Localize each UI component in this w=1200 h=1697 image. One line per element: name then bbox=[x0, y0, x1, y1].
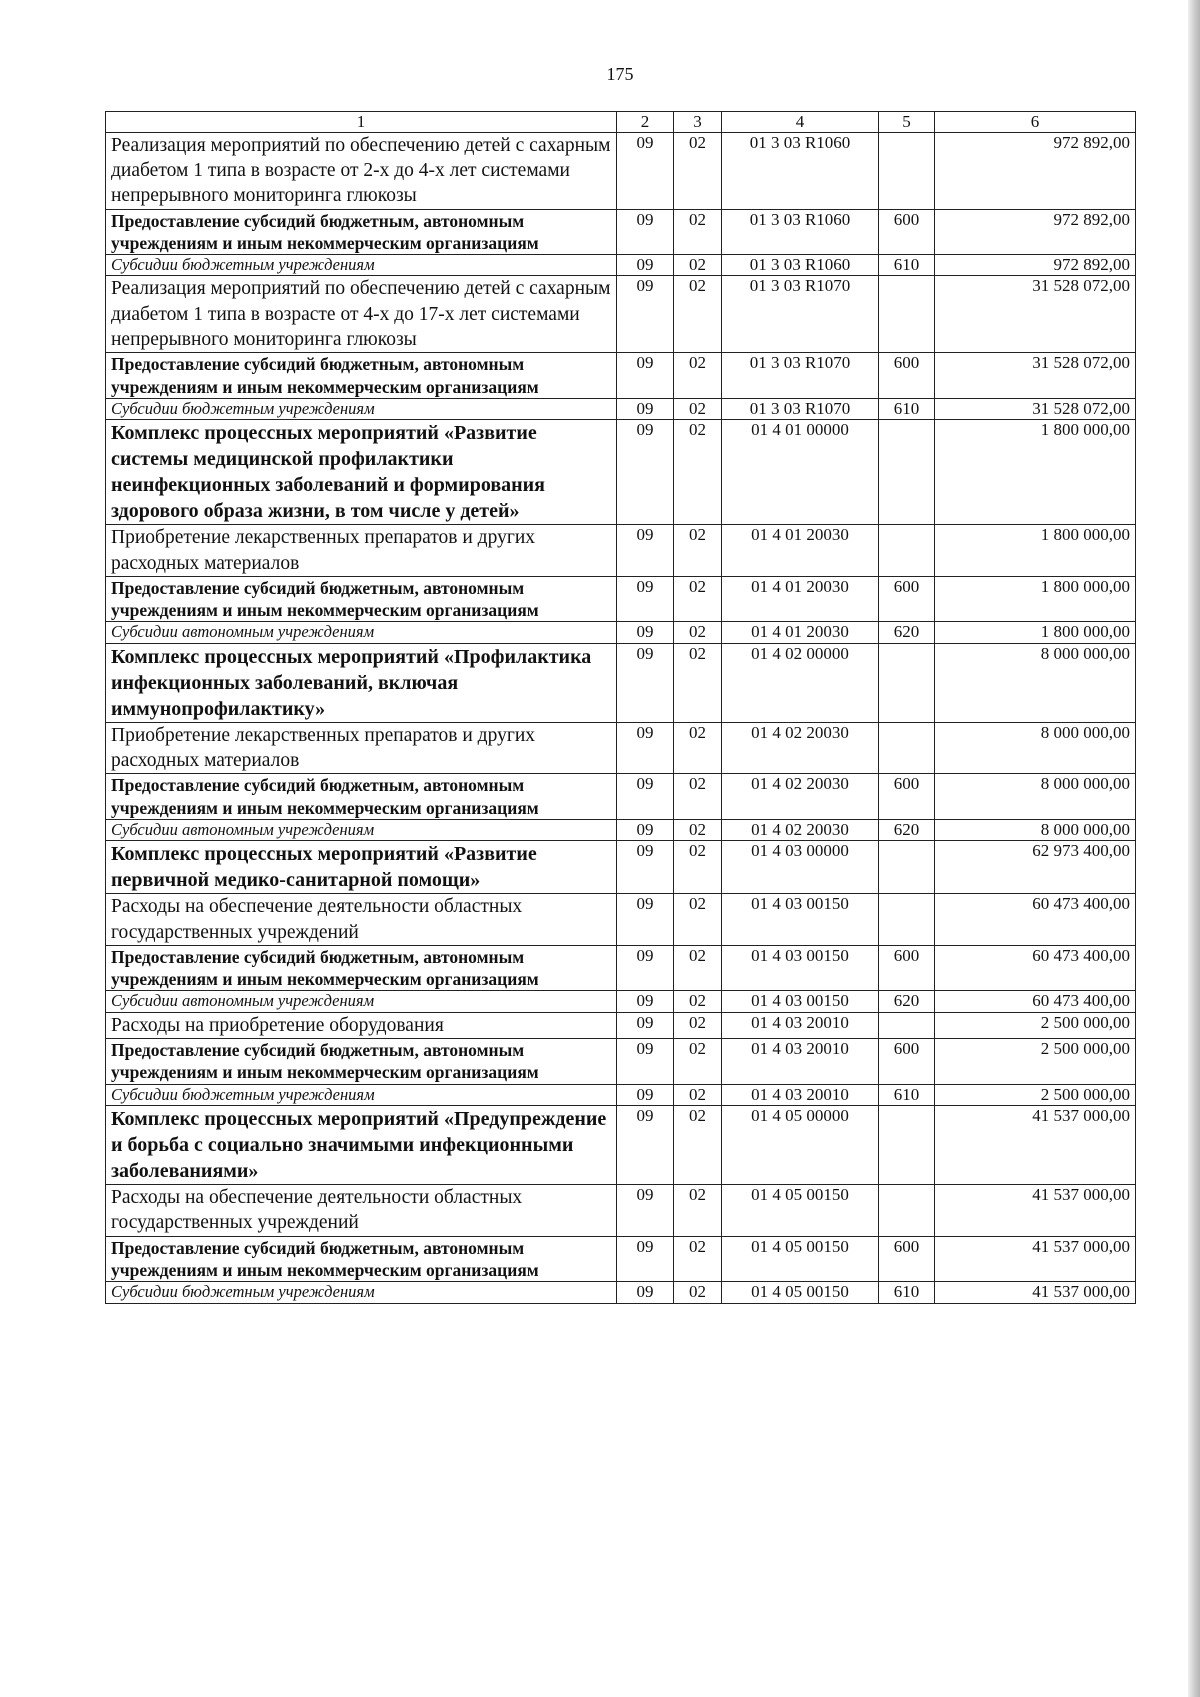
table-row bbox=[106, 1039, 1136, 1084]
row-name: Субсидии автономным учреждениям bbox=[106, 991, 617, 1012]
row-section: 09 bbox=[617, 774, 674, 819]
row-section: 09 bbox=[617, 1184, 674, 1236]
row-name: Субсидии бюджетным учреждениям bbox=[106, 1282, 617, 1303]
row-expense-type: 600 bbox=[879, 209, 935, 254]
table-row bbox=[106, 1184, 1136, 1236]
row-section: 09 bbox=[617, 643, 674, 722]
row-target-code: 01 4 05 00150 bbox=[722, 1282, 879, 1303]
row-section: 09 bbox=[617, 1012, 674, 1038]
row-target-code: 01 4 02 20030 bbox=[722, 819, 879, 840]
row-amount: 1 800 000,00 bbox=[935, 622, 1136, 643]
table-row bbox=[106, 209, 1136, 254]
row-name: Предоставление субсидий бюджетным, автономным учреждениям и иным некоммерческим организациям bbox=[106, 1039, 617, 1084]
row-subsection: 02 bbox=[674, 991, 722, 1012]
row-expense-type bbox=[879, 1012, 935, 1038]
row-amount: 41 537 000,00 bbox=[935, 1105, 1136, 1184]
row-subsection: 02 bbox=[674, 209, 722, 254]
row-name: Расходы на обеспечение деятельности областных государственных учреждений bbox=[106, 894, 617, 946]
row-amount: 8 000 000,00 bbox=[935, 722, 1136, 774]
row-target-code: 01 3 03 R1070 bbox=[722, 276, 879, 353]
row-name: Предоставление субсидий бюджетным, автономным учреждениям и иным некоммерческим организациям bbox=[106, 576, 617, 621]
row-name: Субсидии автономным учреждениям bbox=[106, 622, 617, 643]
row-amount: 972 892,00 bbox=[935, 132, 1136, 209]
row-subsection: 02 bbox=[674, 1282, 722, 1303]
row-amount: 8 000 000,00 bbox=[935, 774, 1136, 819]
row-expense-type: 600 bbox=[879, 945, 935, 990]
row-name: Расходы на приобретение оборудования bbox=[106, 1012, 617, 1038]
row-name: Предоставление субсидий бюджетным, автономным учреждениям и иным некоммерческим организациям bbox=[106, 1236, 617, 1281]
row-section: 09 bbox=[617, 525, 674, 577]
row-name: Комплекс процессных мероприятий «Развитие первичной медико-санитарной помощи» bbox=[106, 841, 617, 894]
row-subsection: 02 bbox=[674, 576, 722, 621]
row-section: 09 bbox=[617, 945, 674, 990]
row-expense-type: 610 bbox=[879, 255, 935, 276]
row-subsection: 02 bbox=[674, 353, 722, 398]
row-expense-type bbox=[879, 894, 935, 946]
row-amount: 31 528 072,00 bbox=[935, 398, 1136, 419]
table-row bbox=[106, 353, 1136, 398]
row-amount: 41 537 000,00 bbox=[935, 1282, 1136, 1303]
row-name: Комплекс процессных мероприятий «Развитие системы медицинской профилактики неинфекционных заболеваний и формирования здорового образа жизни, в том числе у детей» bbox=[106, 420, 617, 525]
row-expense-type bbox=[879, 643, 935, 722]
table-row bbox=[106, 1012, 1136, 1038]
row-subsection: 02 bbox=[674, 398, 722, 419]
table-row bbox=[106, 1084, 1136, 1105]
row-expense-type bbox=[879, 1184, 935, 1236]
row-subsection: 02 bbox=[674, 1039, 722, 1084]
header-col-2: 2 bbox=[617, 112, 674, 133]
scan-edge bbox=[1188, 0, 1200, 1697]
row-amount: 2 500 000,00 bbox=[935, 1039, 1136, 1084]
row-section: 09 bbox=[617, 991, 674, 1012]
row-section: 09 bbox=[617, 255, 674, 276]
row-section: 09 bbox=[617, 894, 674, 946]
row-section: 09 bbox=[617, 276, 674, 353]
row-amount: 2 500 000,00 bbox=[935, 1012, 1136, 1038]
row-target-code: 01 4 03 00150 bbox=[722, 894, 879, 946]
table-row bbox=[106, 525, 1136, 577]
row-target-code: 01 3 03 R1060 bbox=[722, 209, 879, 254]
row-section: 09 bbox=[617, 1282, 674, 1303]
row-subsection: 02 bbox=[674, 945, 722, 990]
row-subsection: 02 bbox=[674, 1084, 722, 1105]
table-row bbox=[106, 132, 1136, 209]
row-target-code: 01 3 03 R1060 bbox=[722, 132, 879, 209]
row-subsection: 02 bbox=[674, 774, 722, 819]
row-section: 09 bbox=[617, 819, 674, 840]
row-target-code: 01 4 05 00150 bbox=[722, 1184, 879, 1236]
row-amount: 972 892,00 bbox=[935, 255, 1136, 276]
row-amount: 1 800 000,00 bbox=[935, 576, 1136, 621]
row-name: Комплекс процессных мероприятий «Профилактика инфекционных заболеваний, включая иммунопрофилактику» bbox=[106, 643, 617, 722]
table-row bbox=[106, 643, 1136, 722]
row-amount: 60 473 400,00 bbox=[935, 894, 1136, 946]
header-col-4: 4 bbox=[722, 112, 879, 133]
row-expense-type bbox=[879, 132, 935, 209]
table-header-row bbox=[106, 112, 1136, 133]
row-section: 09 bbox=[617, 132, 674, 209]
header-col-3: 3 bbox=[674, 112, 722, 133]
row-section: 09 bbox=[617, 353, 674, 398]
row-name: Предоставление субсидий бюджетным, автономным учреждениям и иным некоммерческим организациям bbox=[106, 774, 617, 819]
row-subsection: 02 bbox=[674, 525, 722, 577]
table-row bbox=[106, 420, 1136, 525]
row-subsection: 02 bbox=[674, 276, 722, 353]
row-target-code: 01 4 03 20010 bbox=[722, 1039, 879, 1084]
table-row bbox=[106, 945, 1136, 990]
row-expense-type bbox=[879, 420, 935, 525]
row-amount: 31 528 072,00 bbox=[935, 353, 1136, 398]
table-row bbox=[106, 255, 1136, 276]
row-expense-type bbox=[879, 1105, 935, 1184]
row-amount: 1 800 000,00 bbox=[935, 420, 1136, 525]
row-subsection: 02 bbox=[674, 622, 722, 643]
table-row bbox=[106, 819, 1136, 840]
row-name: Субсидии бюджетным учреждениям bbox=[106, 255, 617, 276]
row-name: Приобретение лекарственных препаратов и других расходных материалов bbox=[106, 525, 617, 577]
header-col-6: 6 bbox=[935, 112, 1136, 133]
row-target-code: 01 4 02 00000 bbox=[722, 643, 879, 722]
row-subsection: 02 bbox=[674, 894, 722, 946]
row-target-code: 01 4 03 00000 bbox=[722, 841, 879, 894]
row-name: Субсидии бюджетным учреждениям bbox=[106, 398, 617, 419]
header-col-1: 1 bbox=[106, 112, 617, 133]
row-amount: 2 500 000,00 bbox=[935, 1084, 1136, 1105]
row-expense-type: 610 bbox=[879, 398, 935, 419]
row-amount: 31 528 072,00 bbox=[935, 276, 1136, 353]
row-subsection: 02 bbox=[674, 1236, 722, 1281]
row-target-code: 01 3 03 R1070 bbox=[722, 353, 879, 398]
row-name: Реализация мероприятий по обеспечению детей с сахарным диабетом 1 типа в возрасте от 2-х до 4-х лет системами непрерывного мониторинга глюкозы bbox=[106, 132, 617, 209]
page-number: 175 bbox=[606, 64, 634, 84]
row-section: 09 bbox=[617, 398, 674, 419]
row-target-code: 01 4 01 20030 bbox=[722, 525, 879, 577]
row-section: 09 bbox=[617, 841, 674, 894]
table-row bbox=[106, 1282, 1136, 1303]
table-row bbox=[106, 1236, 1136, 1281]
row-name: Приобретение лекарственных препаратов и других расходных материалов bbox=[106, 722, 617, 774]
row-subsection: 02 bbox=[674, 1012, 722, 1038]
row-section: 09 bbox=[617, 1105, 674, 1184]
row-amount: 41 537 000,00 bbox=[935, 1236, 1136, 1281]
row-target-code: 01 4 03 00150 bbox=[722, 945, 879, 990]
row-expense-type: 620 bbox=[879, 622, 935, 643]
row-name: Комплекс процессных мероприятий «Предупреждение и борьба с социально значимыми инфекционными заболеваниями» bbox=[106, 1105, 617, 1184]
table-row bbox=[106, 894, 1136, 946]
row-expense-type bbox=[879, 525, 935, 577]
row-target-code: 01 4 01 20030 bbox=[722, 576, 879, 621]
row-subsection: 02 bbox=[674, 420, 722, 525]
row-expense-type: 620 bbox=[879, 991, 935, 1012]
row-name: Предоставление субсидий бюджетным, автономным учреждениям и иным некоммерческим организациям bbox=[106, 209, 617, 254]
row-subsection: 02 bbox=[674, 255, 722, 276]
row-section: 09 bbox=[617, 209, 674, 254]
row-expense-type: 600 bbox=[879, 576, 935, 621]
table-row bbox=[106, 1105, 1136, 1184]
table-row bbox=[106, 622, 1136, 643]
budget-table bbox=[105, 111, 1136, 1304]
table-row bbox=[106, 774, 1136, 819]
row-expense-type: 600 bbox=[879, 1236, 935, 1281]
row-expense-type bbox=[879, 841, 935, 894]
table-row bbox=[106, 276, 1136, 353]
row-target-code: 01 4 03 20010 bbox=[722, 1012, 879, 1038]
row-target-code: 01 3 03 R1060 bbox=[722, 255, 879, 276]
row-section: 09 bbox=[617, 1039, 674, 1084]
row-subsection: 02 bbox=[674, 643, 722, 722]
row-target-code: 01 4 01 00000 bbox=[722, 420, 879, 525]
row-expense-type bbox=[879, 722, 935, 774]
table-row bbox=[106, 722, 1136, 774]
header-col-5: 5 bbox=[879, 112, 935, 133]
row-subsection: 02 bbox=[674, 1184, 722, 1236]
row-amount: 8 000 000,00 bbox=[935, 643, 1136, 722]
row-name: Субсидии автономным учреждениям bbox=[106, 819, 617, 840]
row-name: Предоставление субсидий бюджетным, автономным учреждениям и иным некоммерческим организациям bbox=[106, 353, 617, 398]
row-section: 09 bbox=[617, 576, 674, 621]
row-amount: 62 973 400,00 bbox=[935, 841, 1136, 894]
row-expense-type bbox=[879, 276, 935, 353]
row-target-code: 01 4 02 20030 bbox=[722, 774, 879, 819]
row-expense-type: 600 bbox=[879, 774, 935, 819]
row-amount: 60 473 400,00 bbox=[935, 991, 1136, 1012]
row-target-code: 01 4 05 00150 bbox=[722, 1236, 879, 1281]
row-amount: 41 537 000,00 bbox=[935, 1184, 1136, 1236]
row-amount: 60 473 400,00 bbox=[935, 945, 1136, 990]
row-section: 09 bbox=[617, 622, 674, 643]
row-section: 09 bbox=[617, 1084, 674, 1105]
row-expense-type: 610 bbox=[879, 1282, 935, 1303]
row-name: Предоставление субсидий бюджетным, автономным учреждениям и иным некоммерческим организациям bbox=[106, 945, 617, 990]
row-section: 09 bbox=[617, 420, 674, 525]
row-amount: 8 000 000,00 bbox=[935, 819, 1136, 840]
table-row bbox=[106, 398, 1136, 419]
row-target-code: 01 3 03 R1070 bbox=[722, 398, 879, 419]
row-subsection: 02 bbox=[674, 1105, 722, 1184]
row-target-code: 01 4 02 20030 bbox=[722, 722, 879, 774]
row-subsection: 02 bbox=[674, 819, 722, 840]
row-expense-type: 610 bbox=[879, 1084, 935, 1105]
row-amount: 972 892,00 bbox=[935, 209, 1136, 254]
row-name: Субсидии бюджетным учреждениям bbox=[106, 1084, 617, 1105]
row-subsection: 02 bbox=[674, 841, 722, 894]
row-expense-type: 620 bbox=[879, 819, 935, 840]
row-expense-type: 600 bbox=[879, 353, 935, 398]
row-expense-type: 600 bbox=[879, 1039, 935, 1084]
table-row bbox=[106, 841, 1136, 894]
row-target-code: 01 4 05 00000 bbox=[722, 1105, 879, 1184]
row-target-code: 01 4 03 00150 bbox=[722, 991, 879, 1012]
row-amount: 1 800 000,00 bbox=[935, 525, 1136, 577]
row-subsection: 02 bbox=[674, 132, 722, 209]
row-section: 09 bbox=[617, 1236, 674, 1281]
table-row bbox=[106, 576, 1136, 621]
row-name: Расходы на обеспечение деятельности областных государственных учреждений bbox=[106, 1184, 617, 1236]
row-section: 09 bbox=[617, 722, 674, 774]
row-name: Реализация мероприятий по обеспечению детей с сахарным диабетом 1 типа в возрасте от 4-х до 17-х лет системами непрерывного мониторинга глюкозы bbox=[106, 276, 617, 353]
row-target-code: 01 4 03 20010 bbox=[722, 1084, 879, 1105]
table-row bbox=[106, 991, 1136, 1012]
row-subsection: 02 bbox=[674, 722, 722, 774]
row-target-code: 01 4 01 20030 bbox=[722, 622, 879, 643]
